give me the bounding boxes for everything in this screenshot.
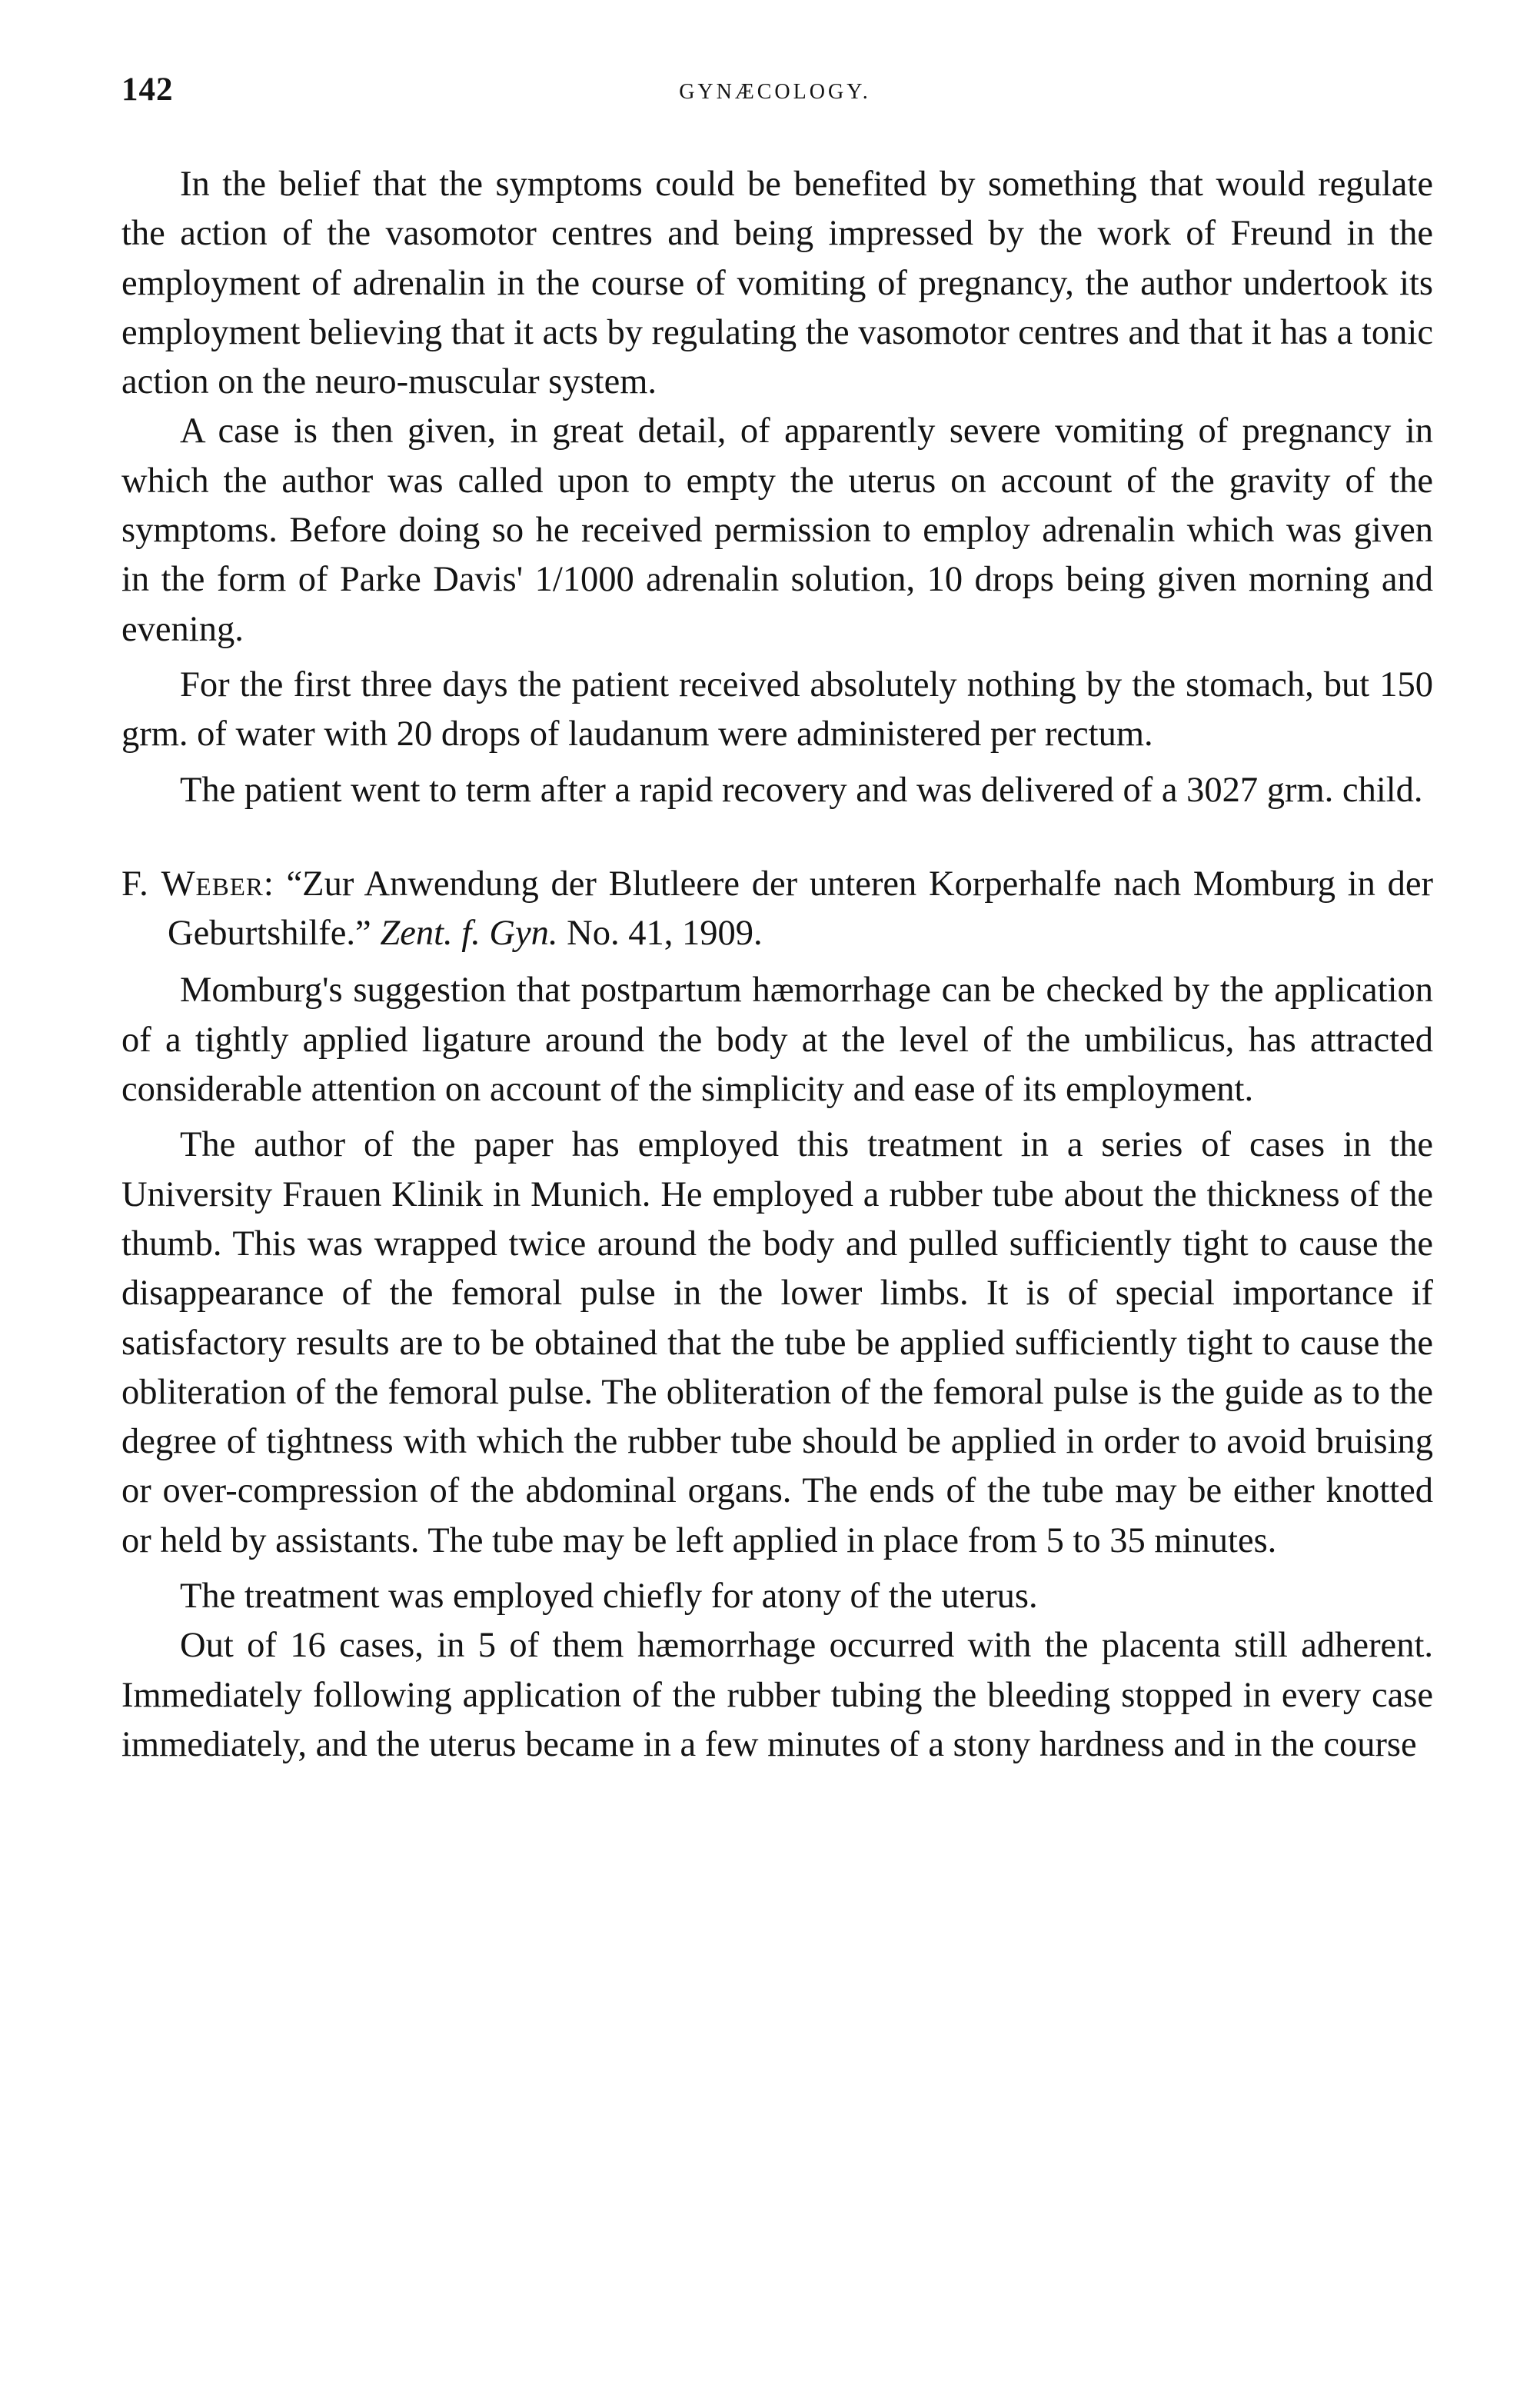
paragraph: The treatment was employed chiefly for atony of the uterus. [180,1577,1038,1617]
paragraph: A case is then given, in great detail, of apparently severe vomiting of pregnancy in which the author was called upon to empty the uterus on account of the gravity of the symptoms. Before doing so he received permission to employ adrenalin which was given in the form of Parke Davis' 1/1000 adrenalin solution, 10 drops being given morning and evening. [121,411,1433,649]
paragraph: In the belief that the symptoms could be benefited by something that would regulate the action of the vasomotor centres and being impressed by the work of Freund in the employment of adrenalin in the course of vomiting of pregnancy, the author undertook its employment believing that it acts by regulating the vasomotor centres and that it has a tonic action on the neuro-muscular system. [121,165,1433,402]
paragraph: For the first three days the patient received absolutely nothing by the stomach, but 150 grm. of water with 20 drops of laudanum were administered per rectum. [121,664,1433,754]
paragraph: Out of 16 cases, in 5 of them hæmorrhage occurred with the placenta still adherent. Immediately following application of the rubber tubing the bleeding stopped in every case immediately, and the uterus became in a few minutes of a stony hardness and in the course [121,1626,1433,1764]
paragraph: Momburg's suggestion that postpartum hæmorrhage can be checked by the application of a tightly applied ligature around the body at the level of the umbilicus, has attracted considerable attention on account of the simplicity and ease of its employment. [121,971,1433,1110]
citation-author: F. Weber: [121,864,274,904]
paragraph: The patient went to term after a rapid recovery and was delivered of a 3027 grm. child. [180,770,1423,810]
citation-issue: No. 41, 1909. [567,914,763,954]
page-number: 142 [121,72,174,108]
paragraph: The author of the paper has employed this treatment in a series of cases in the University Frauen Klinik in Munich. He employed a rubber tube about the thickness of the thumb. This was wrapped twice around the body and pulled sufficiently tight to cause the disappearance of the femoral pulse in the lower limbs. It is of special importance if satisfactory results are to be obtained that the tube be applied sufficiently tight to cause the obliteration of the femoral pulse. The obliteration of the femoral pulse is the guide as to the degree of tightness with which the rubber tube should be applied in order to avoid bruising or over-compression of the abdominal organs. The ends of the tube may be either knotted or held by assistants. The tube may be left applied in place from 5 to 35 minutes. [121,1125,1433,1560]
citation-title: “Zur Anwendung der Blutleere der unteren Korperhalfe nach Momburg in der Geburtshilfe.” [168,864,1434,954]
reference-citation [121,860,1433,959]
body-text [121,160,1433,1770]
citation-journal: Zent. f. Gyn. [380,914,558,954]
page-header [121,71,1429,117]
running-head: GYNÆCOLOGY. [679,80,871,104]
